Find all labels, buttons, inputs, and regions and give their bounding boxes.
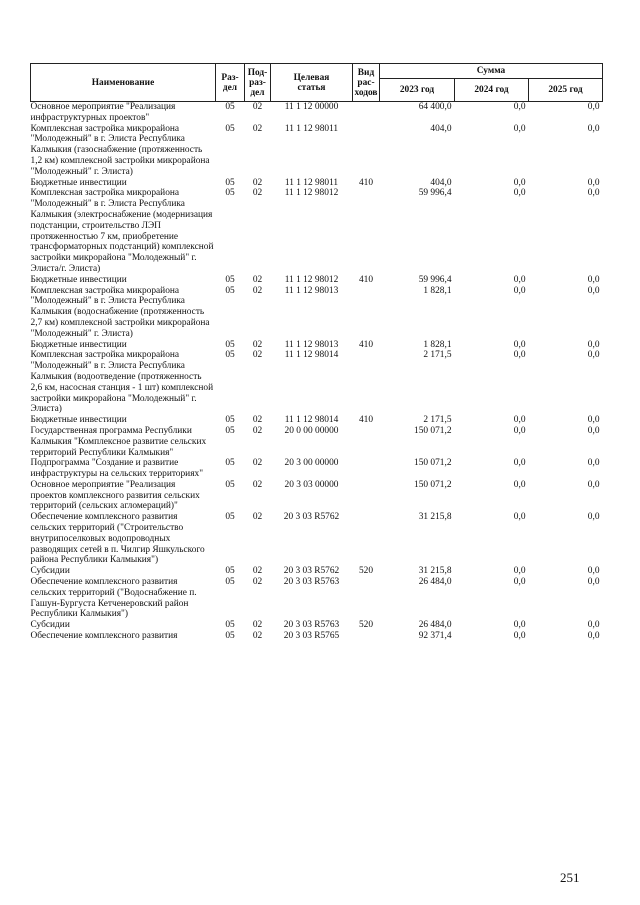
row-celevaya-statya: 11 1 12 98011 [284, 177, 339, 188]
table-row [31, 286, 603, 340]
table-row [31, 102, 603, 124]
row-vid-rashodov [353, 350, 380, 415]
row-sum-2025: 0,0 [587, 350, 600, 361]
header-podrazdel: Под- раз- дел [245, 64, 271, 102]
row-razdel: 05 [225, 512, 235, 523]
table-row [31, 566, 603, 577]
row-sum-2024: 0,0 [513, 339, 526, 350]
row-vid-rashodov [353, 480, 380, 512]
row-podrazdel: 02 [252, 285, 263, 296]
row-sum-2025: 0,0 [587, 458, 600, 469]
row-sum-2025: 0,0 [587, 339, 600, 350]
row-vid-rashodov: 410 [358, 177, 374, 188]
row-sum-2024: 0,0 [513, 274, 526, 285]
row-name: Бюджетные инвестиции [30, 274, 127, 285]
header-summa: Сумма [380, 64, 603, 79]
row-sum-2023: 1 828,1 [423, 285, 452, 296]
row-name: Подпрограмма "Создание и развитие инфраструктуры на сельских территориях" [30, 458, 204, 480]
row-razdel: 05 [225, 285, 235, 296]
table-row [31, 188, 603, 274]
row-celevaya-statya: 11 1 12 98013 [284, 339, 339, 350]
row-razdel: 05 [225, 102, 235, 112]
row-razdel: 05 [225, 566, 235, 577]
table-row [31, 275, 603, 286]
row-podrazdel: 02 [252, 620, 263, 631]
row-sum-2023: 2 171,5 [423, 415, 452, 426]
row-celevaya-statya: 11 1 12 00000 [284, 102, 339, 112]
table-row [31, 350, 603, 415]
table-row [31, 340, 603, 351]
row-celevaya-statya: 11 1 12 98012 [284, 274, 339, 285]
row-celevaya-statya: 20 3 03 R5763 [283, 577, 340, 588]
page-number: 251 [560, 870, 580, 885]
row-sum-2023: 92 371,4 [418, 631, 452, 642]
row-razdel: 05 [225, 425, 235, 436]
row-podrazdel: 02 [252, 350, 263, 361]
row-sum-2023: 404,0 [430, 123, 452, 134]
row-sum-2024: 0,0 [513, 577, 526, 588]
row-sum-2025: 0,0 [587, 123, 600, 134]
row-celevaya-statya: 11 1 12 98014 [284, 415, 339, 426]
row-razdel: 05 [225, 177, 235, 188]
row-name: Комплексная застройка микрорайона "Молодежный" в г. Элиста Республика Калмыкия (водоснабжение (протяженность 2,7 км) комплексной застройки микрорайона "Молодежный" г. Элиста) [30, 285, 210, 339]
row-sum-2024: 0,0 [513, 425, 526, 436]
row-sum-2023: 404,0 [430, 177, 452, 188]
row-name: Бюджетные инвестиции [30, 415, 127, 426]
row-sum-2023: 1 828,1 [423, 339, 452, 350]
row-sum-2025: 0,0 [587, 512, 600, 523]
header-name: Наименование [31, 64, 216, 102]
row-sum-2024: 0,0 [513, 512, 526, 523]
row-vid-rashodov: 520 [358, 620, 374, 631]
row-sum-2023: 2 171,5 [423, 350, 452, 361]
row-celevaya-statya: 20 3 03 R5765 [283, 631, 340, 642]
header-celevaya: Целевая статья [271, 64, 353, 102]
row-podrazdel: 02 [252, 177, 263, 188]
row-sum-2025: 0,0 [587, 102, 600, 112]
row-sum-2024: 0,0 [513, 123, 526, 134]
row-razdel: 05 [225, 339, 235, 350]
row-celevaya-statya: 20 3 03 R5762 [283, 512, 340, 523]
row-sum-2024: 0,0 [513, 177, 526, 188]
row-razdel: 05 [225, 350, 235, 361]
row-sum-2023: 59 996,4 [418, 188, 452, 199]
row-celevaya-statya: 20 3 03 R5762 [283, 566, 340, 577]
row-vid-rashodov [353, 458, 380, 480]
table-body [31, 102, 603, 642]
row-razdel: 05 [225, 577, 235, 588]
header-2023: 2023 год [380, 79, 455, 102]
header-vid: Вид рас- ходов [353, 64, 380, 102]
row-celevaya-statya: 20 3 03 00000 [284, 479, 339, 490]
row-sum-2024: 0,0 [513, 479, 526, 490]
row-podrazdel: 02 [252, 631, 263, 642]
row-sum-2023: 150 071,2 [414, 479, 452, 490]
row-sum-2023: 31 215,8 [418, 566, 452, 577]
row-sum-2024: 0,0 [513, 415, 526, 426]
row-vid-rashodov: 520 [358, 566, 374, 577]
row-sum-2025: 0,0 [587, 425, 600, 436]
row-sum-2024: 0,0 [513, 350, 526, 361]
row-sum-2025: 0,0 [587, 274, 600, 285]
row-celevaya-statya: 20 0 00 00000 [284, 425, 339, 436]
table-row [31, 620, 603, 631]
row-razdel: 05 [225, 188, 235, 199]
row-vid-rashodov: 410 [358, 415, 374, 426]
row-vid-rashodov: 410 [358, 274, 374, 285]
row-sum-2025: 0,0 [587, 177, 600, 188]
row-name: Субсидии [30, 566, 70, 577]
row-sum-2025: 0,0 [587, 188, 600, 199]
row-celevaya-statya: 11 1 12 98014 [284, 350, 339, 361]
row-podrazdel: 02 [252, 512, 263, 523]
row-vid-rashodov [353, 512, 380, 566]
row-sum-2023: 150 071,2 [414, 425, 452, 436]
row-vid-rashodov [353, 577, 380, 620]
row-vid-rashodov [353, 631, 380, 642]
row-razdel: 05 [225, 479, 235, 490]
row-name: Обеспечение комплексного развития сельских территорий ("Строительство внутрипоселковых водопроводных разводящих сетей в п. Чилгир Яшкульского района Республики Калмыкия") [30, 512, 205, 566]
header-2024: 2024 год [455, 79, 529, 102]
row-sum-2025: 0,0 [587, 577, 600, 588]
row-name: Государственная программа Республики Калмыкия "Комплексное развитие сельских территорий Республики Калмыкия" [30, 425, 207, 458]
row-podrazdel: 02 [252, 479, 263, 490]
table-row [31, 512, 603, 566]
row-sum-2025: 0,0 [587, 479, 600, 490]
row-vid-rashodov [353, 102, 380, 124]
table-row [31, 577, 603, 620]
table-row [31, 124, 603, 178]
row-sum-2025: 0,0 [587, 285, 600, 296]
row-celevaya-statya: 11 1 12 98013 [284, 285, 339, 296]
table-row [31, 631, 603, 642]
row-sum-2023: 26 484,0 [418, 577, 452, 588]
row-name: Комплексная застройка микрорайона "Молодежный" в г. Элиста Республика Калмыкия (водоотведение (протяженность 2,6 км, насосная станция - 1 шт) комплексной застройки микрорайона "Молодежный" г. Элиста) [30, 350, 214, 415]
row-sum-2024: 0,0 [513, 566, 526, 577]
row-sum-2023: 64 400,0 [418, 102, 452, 112]
row-podrazdel: 02 [252, 188, 263, 199]
row-sum-2024: 0,0 [513, 458, 526, 469]
row-name: Основное мероприятие "Реализация инфраструктурных проектов" [30, 102, 176, 123]
row-podrazdel: 02 [252, 415, 263, 426]
row-sum-2024: 0,0 [513, 188, 526, 199]
row-podrazdel: 02 [252, 274, 263, 285]
row-sum-2025: 0,0 [587, 620, 600, 631]
row-name: Субсидии [30, 620, 70, 631]
row-celevaya-statya: 20 3 00 00000 [284, 458, 339, 469]
row-vid-rashodov [353, 188, 380, 274]
row-sum-2023: 59 996,4 [418, 274, 452, 285]
row-sum-2024: 0,0 [513, 631, 526, 642]
row-vid-rashodov [353, 426, 380, 458]
row-name: Комплексная застройка микрорайона "Молодежный" в г. Элиста Республика Калмыкия (газоснабжение (протяженность 1,2 км) комплексной застройки микрорайона "Молодежный" г. Элиста) [30, 123, 210, 177]
row-sum-2025: 0,0 [587, 566, 600, 577]
row-celevaya-statya: 11 1 12 98011 [284, 123, 339, 134]
row-sum-2024: 0,0 [513, 102, 526, 112]
row-sum-2024: 0,0 [513, 285, 526, 296]
row-vid-rashodov [353, 286, 380, 340]
row-vid-rashodov: 410 [358, 339, 374, 350]
table-row [31, 415, 603, 426]
row-podrazdel: 02 [252, 102, 263, 112]
row-razdel: 05 [225, 415, 235, 426]
row-sum-2025: 0,0 [587, 631, 600, 642]
table-row [31, 426, 603, 458]
row-sum-2023: 150 071,2 [414, 458, 452, 469]
row-razdel: 05 [225, 620, 235, 631]
header-2025: 2025 год [529, 79, 603, 102]
table-header [31, 64, 603, 102]
row-razdel: 05 [225, 123, 235, 134]
row-podrazdel: 02 [252, 123, 263, 134]
row-podrazdel: 02 [252, 339, 263, 350]
row-name: Бюджетные инвестиции [30, 339, 127, 350]
row-name: Обеспечение комплексного развития [30, 631, 178, 642]
row-vid-rashodov [353, 124, 380, 178]
row-podrazdel: 02 [252, 425, 263, 436]
row-sum-2025: 0,0 [587, 415, 600, 426]
budget-table [30, 63, 603, 642]
row-razdel: 05 [225, 631, 235, 642]
row-celevaya-statya: 11 1 12 98012 [284, 188, 339, 199]
row-name: Бюджетные инвестиции [30, 177, 127, 188]
row-podrazdel: 02 [252, 577, 263, 588]
row-podrazdel: 02 [252, 566, 263, 577]
row-sum-2023: 26 484,0 [418, 620, 452, 631]
row-name: Комплексная застройка микрорайона "Молодежный" в г. Элиста Республика Калмыкия (электроснабжение (модернизация подстанции, строительство ЛЭП протяженностью 7 км, приобретение трансформаторных подстанций) комплексной застройки микрорайона "Молодежный" г. Элиста/г. Элиста) [30, 188, 214, 274]
row-celevaya-statya: 20 3 03 R5763 [283, 620, 340, 631]
row-name: Основное мероприятие "Реализация проектов комплексного развития сельских территорий (сельских агломераций)" [30, 479, 200, 512]
table-row [31, 178, 603, 189]
row-razdel: 05 [225, 458, 235, 469]
row-podrazdel: 02 [252, 458, 263, 469]
row-name: Обеспечение комплексного развития сельских территорий ("Водоснабжение п. Гашун-Бургуста Кетченеровский район Республики Калмыкия") [30, 577, 197, 620]
table-row [31, 458, 603, 480]
row-sum-2024: 0,0 [513, 620, 526, 631]
row-razdel: 05 [225, 274, 235, 285]
row-sum-2023: 31 215,8 [418, 512, 452, 523]
table-row [31, 480, 603, 512]
header-razdel: Раз- дел [216, 64, 245, 102]
